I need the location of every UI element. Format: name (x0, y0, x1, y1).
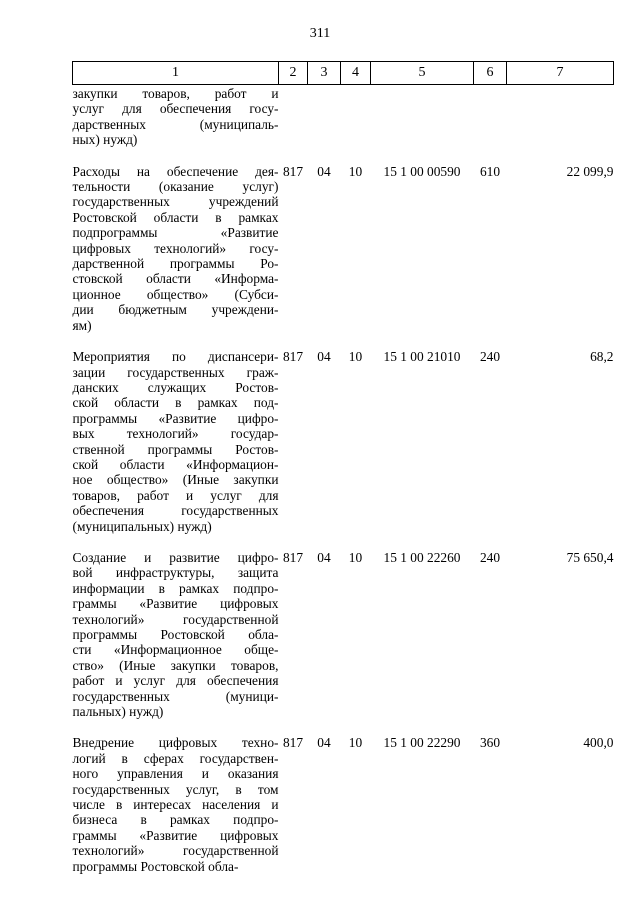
description-line: ционное общество» (Субси- (72, 286, 279, 302)
header-col-7: 7 (507, 62, 614, 85)
description-line: ской области «Информацион- (72, 456, 279, 472)
description-line: данских служащих Ростов- (72, 379, 279, 395)
target-article-code (371, 85, 474, 148)
header-row (73, 62, 614, 85)
description-line: граммы «Развитие цифровых (72, 827, 279, 843)
row-description (73, 719, 279, 874)
header-col-1: 1 (73, 62, 279, 85)
header-col-6: 6 (474, 62, 507, 85)
target-article-code: 15 1 00 21010 (383, 349, 461, 365)
row-description (73, 333, 279, 534)
description-line: Ростовской области в рамках (72, 209, 279, 225)
description-line: товаров, работ и услуг для (72, 487, 279, 503)
amount-value: 68,2 (590, 349, 614, 365)
description-line: Создание и развитие цифро- (72, 549, 279, 565)
table-row (73, 534, 614, 719)
row-description (73, 534, 279, 719)
subsection-code (341, 85, 371, 148)
amount-value: 22 099,9 (566, 163, 614, 179)
description-line: дии бюджетным учреждени- (72, 302, 279, 318)
description-line: технологий» государственной (72, 611, 279, 627)
expense-type-code (474, 85, 507, 148)
description-line: программы Ростовской обла- (72, 627, 279, 642)
description-line: подпрограммы «Развитие (72, 225, 279, 241)
target-article-code: 15 1 00 00590 (383, 163, 461, 179)
description-line: пальных) нужд) (72, 704, 164, 720)
description-line: зации государственных граж- (72, 364, 279, 380)
description-line: информации в рамках подпро- (72, 580, 279, 596)
header-col-2: 2 (279, 62, 308, 85)
expense-type-code: 240 (479, 349, 501, 365)
ministry-code: 817 (282, 349, 304, 365)
description-line: государственных (муници- (72, 688, 279, 704)
description-line: ного управления и оказания (72, 766, 279, 782)
table-row (73, 85, 614, 148)
budget-table (72, 61, 614, 874)
target-article-code: 15 1 00 22290 (383, 735, 461, 751)
description-line: закупки товаров, работ и (72, 86, 279, 101)
ministry-code (279, 85, 308, 148)
description-line: дарственных (муниципаль- (72, 116, 279, 132)
ministry-code: 817 (282, 163, 304, 179)
description-line: Расходы на обеспечение дея- (72, 163, 279, 179)
section-code: 04 (317, 549, 331, 565)
amount-value (507, 85, 614, 148)
description-line: бизнеса в рамках подпро- (72, 812, 279, 828)
target-article-code: 15 1 00 22260 (383, 549, 461, 565)
subsection-code: 10 (348, 549, 363, 565)
description-line: ное общество» (Иные закупки (72, 472, 279, 488)
description-line: вой инфраструктуры, защита (72, 565, 279, 581)
subsection-code: 10 (348, 163, 363, 179)
description-line: программы Ростовской обла- (72, 858, 239, 874)
description-line: программы «Развитие цифро- (72, 410, 279, 426)
subsection-code: 10 (348, 349, 363, 365)
description-line: сти «Информационное обще- (72, 642, 279, 658)
description-line: ство» (Иные закупки товаров, (72, 657, 279, 673)
description-line: тельности (оказание услуг) (72, 179, 279, 195)
table-body (73, 85, 614, 875)
description-line: работ и услуг для обеспечения (72, 673, 279, 689)
description-line: государственных учреждений (72, 194, 279, 210)
description-line: обеспечения государственных (72, 503, 279, 519)
description-line: Мероприятия по диспансери- (72, 349, 279, 365)
description-line: дарственной программы Ро- (72, 256, 279, 272)
description-line: вых технологий» государ- (72, 426, 279, 442)
page-number: 311 (309, 26, 331, 41)
description-line: (муниципальных) нужд) (72, 518, 212, 534)
description-line: ской области в рамках под- (72, 395, 279, 411)
description-line: цифровых технологий» госу- (72, 240, 279, 256)
row-description (73, 85, 279, 148)
description-line: ям) (72, 317, 92, 333)
header-col-3: 3 (308, 62, 341, 85)
section-code: 04 (317, 735, 331, 751)
ministry-code: 817 (282, 549, 304, 565)
expense-type-code: 240 (479, 549, 501, 565)
table-row (73, 148, 614, 333)
amount-value: 400,0 (583, 735, 614, 751)
description-line: логий в сферах государствен- (72, 750, 279, 766)
amount-value: 75 650,4 (566, 549, 614, 565)
description-line: технологий» государственной (72, 843, 279, 859)
table-row (73, 719, 614, 874)
row-description (73, 148, 279, 333)
subsection-code: 10 (348, 735, 363, 751)
expense-type-code: 610 (479, 163, 501, 179)
header-col-5: 5 (371, 62, 474, 85)
description-line: ственной программы Ростов- (72, 441, 279, 457)
expense-type-code: 360 (479, 735, 501, 751)
description-line: Внедрение цифровых техно- (72, 735, 279, 751)
description-line: услуг для обеспечения госу- (72, 101, 279, 117)
description-line: граммы «Развитие цифровых (72, 596, 279, 612)
description-line: государственных услуг, в том (72, 781, 279, 797)
description-line: числе в интересах населения и (72, 797, 279, 813)
section-code: 04 (317, 163, 331, 179)
description-line: ных) нужд) (72, 132, 138, 148)
ministry-code: 817 (282, 735, 304, 751)
header-col-4: 4 (341, 62, 371, 85)
description-line: стовской области «Информа- (72, 271, 279, 287)
table-row (73, 333, 614, 534)
section-code (308, 85, 341, 148)
table-header (73, 62, 614, 85)
section-code: 04 (317, 349, 331, 365)
